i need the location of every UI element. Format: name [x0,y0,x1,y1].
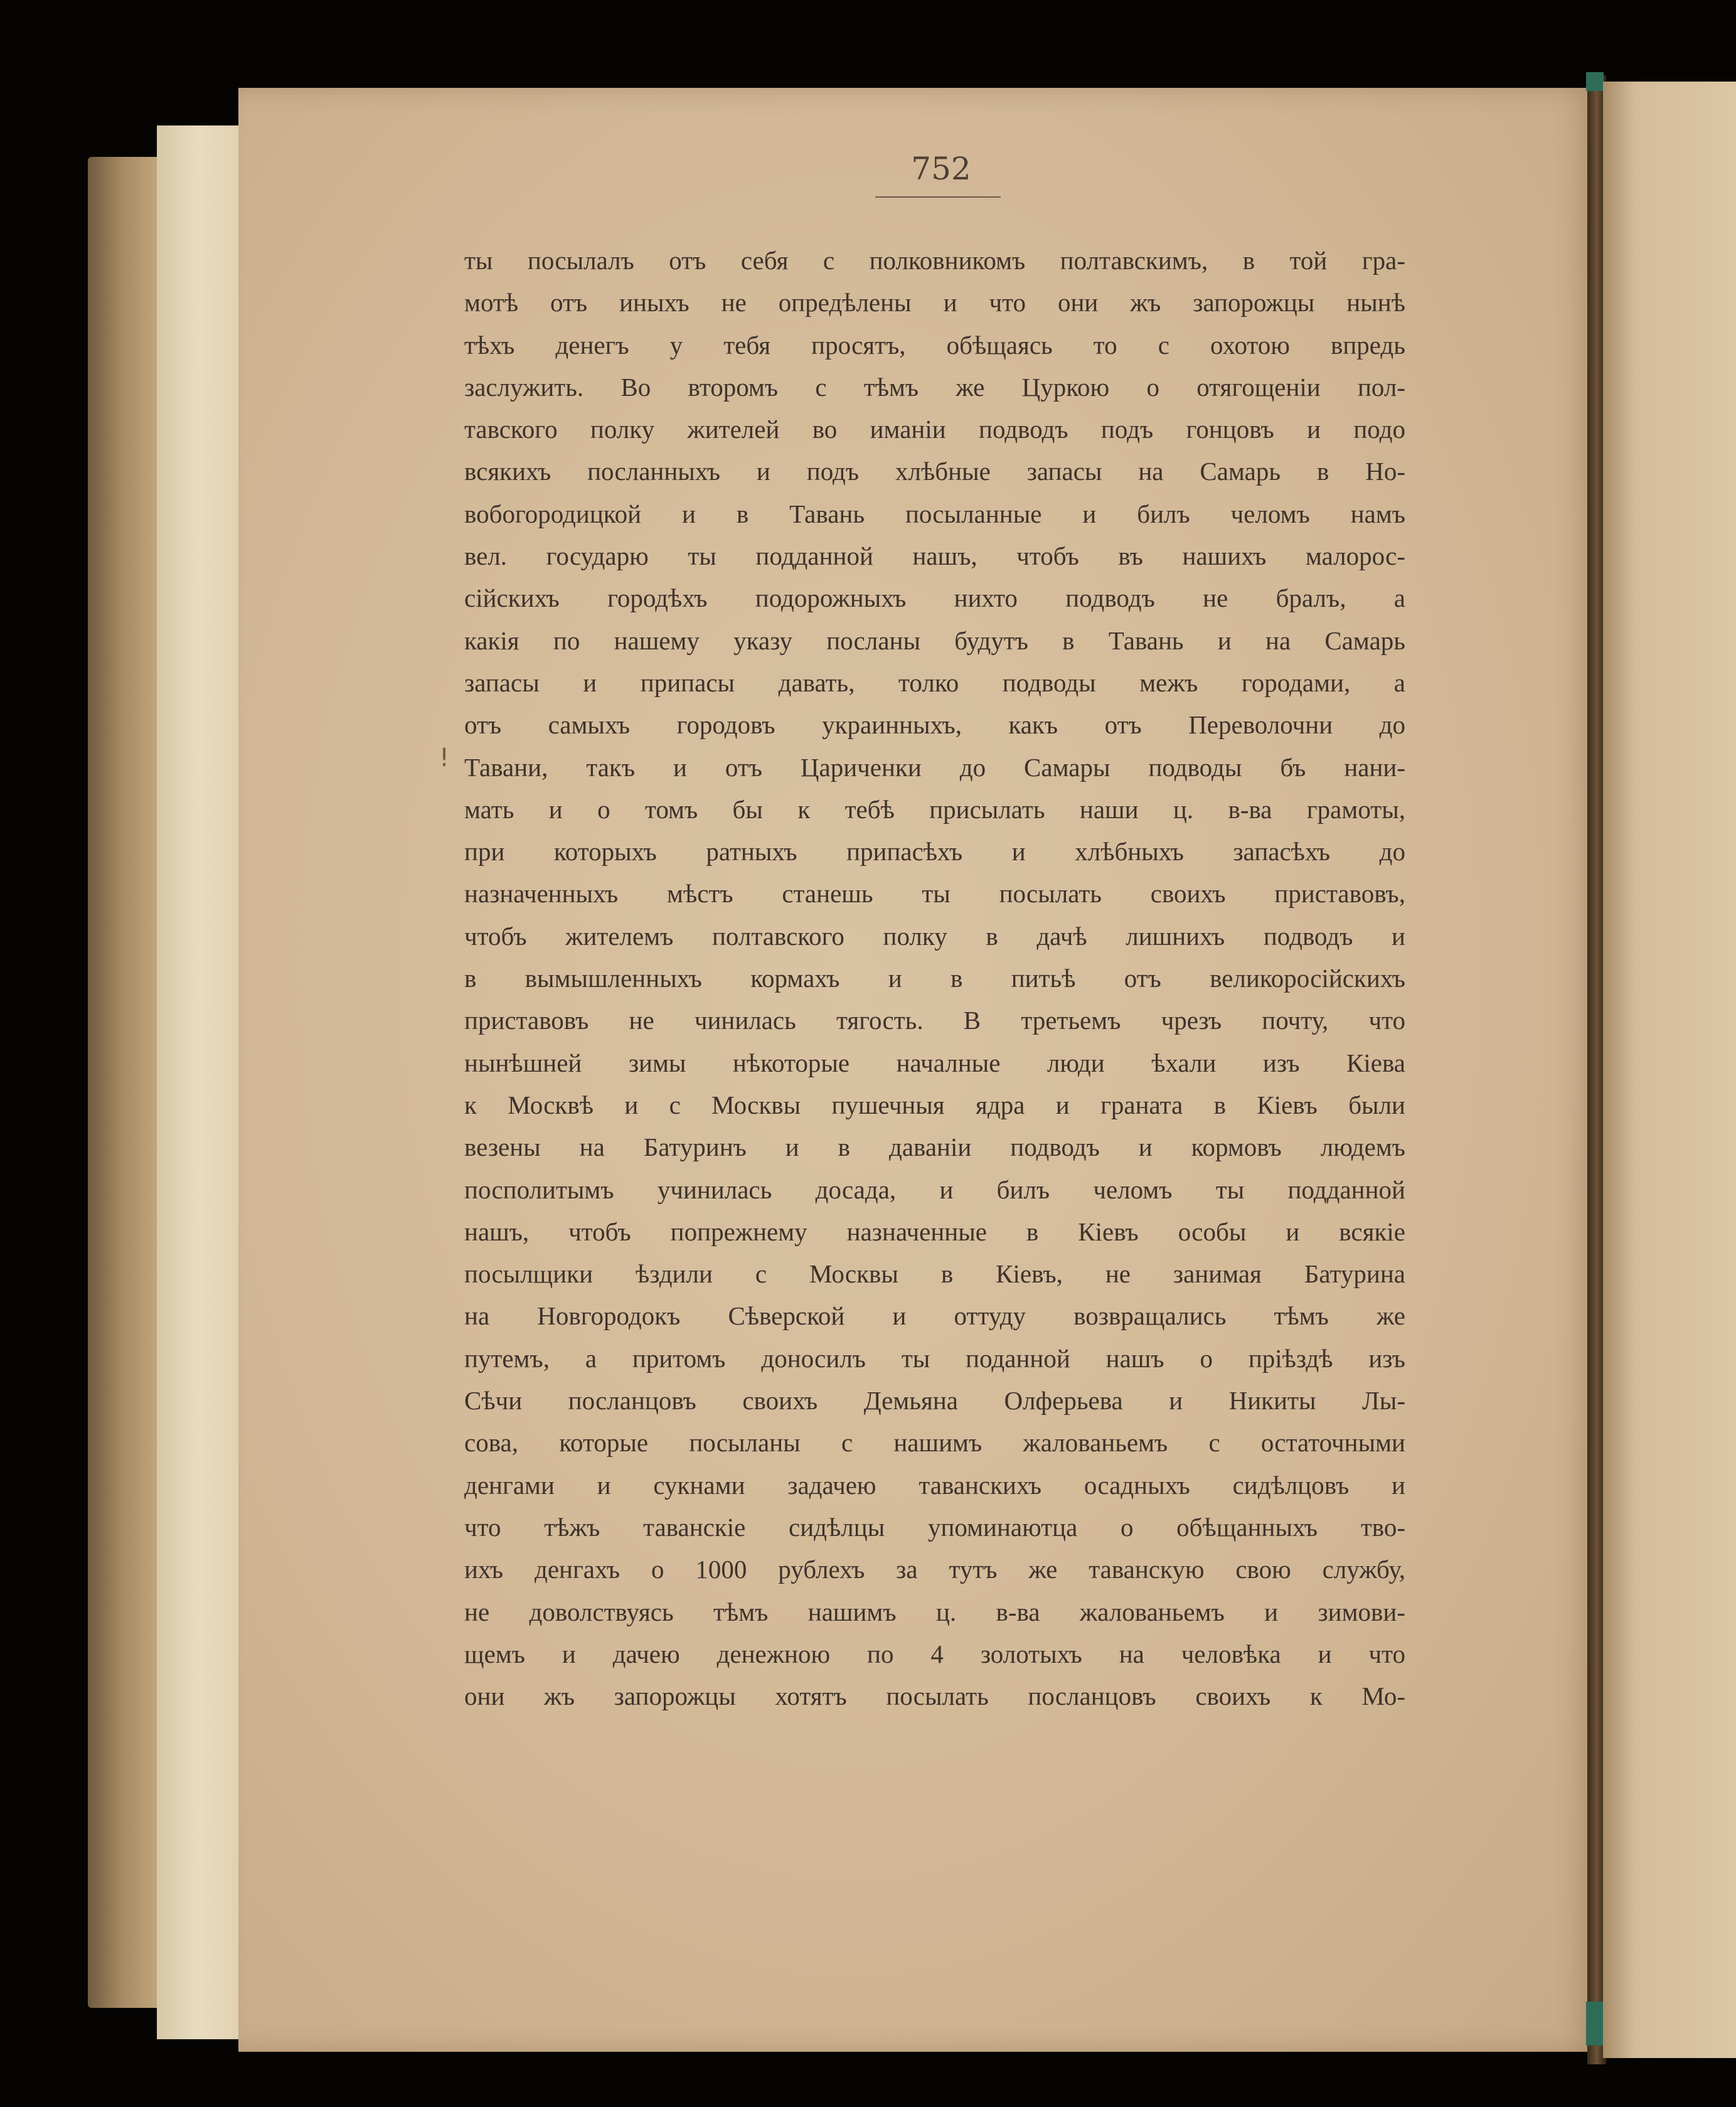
text-line: запасы и припасы давать, толко подводы межъ городами, а [464,668,1405,697]
text-line: ты посылалъ отъ себя с полковникомъ полтавскимъ, в той гра- [464,246,1405,275]
text-line: что тѣжъ таванскіе сидѣлцы упоминаютца о обѣщанныхъ тво- [464,1512,1405,1542]
binding-thread-bottom [1586,2002,1604,2046]
text-line: какія по нашему указу посланы будутъ в Тавань и на Самарь [464,626,1405,655]
binding-thread-top [1586,72,1604,91]
text-line: нашъ, чтобъ попрежнему назначенные в Кіевъ особы и всякіе [464,1217,1405,1246]
text-line: к Москвѣ и с Москвы пушечныя ядра и граната в Кіевъ были [464,1090,1405,1119]
text-line: везены на Батуринъ и в даваніи подводъ и кормовъ людемъ [464,1133,1405,1162]
text-line: тавского полку жителей во иманіи подводъ подъ гонцовъ и подо [464,415,1405,444]
page-number: 752 [911,151,971,187]
text-line: на Новгородокъ Сѣверской и оттуду возвращались тѣмъ же [464,1301,1405,1331]
body-text [464,240,1405,1717]
text-line: сова, которые посыланы с нашимъ жалованьемъ с остаточными [464,1428,1405,1458]
text-line: посполитымъ учинилась досада, и билъ челомъ ты подданной [464,1175,1405,1204]
text-line: они жъ запорожцы хотятъ посылать посланцовъ своихъ к Мо- [464,1682,1405,1711]
facing-page-edge [1603,82,1736,2058]
text-line: при которыхъ ратныхъ припасѣхъ и хлѣбныхъ запасѣхъ до [464,837,1405,867]
text-line: приставовъ не чинилась тягость. В третьемъ чрезъ почту, что [464,1006,1405,1035]
text-line: чтобъ жителемъ полтавского полку в дачѣ лишнихъ подводъ и [464,921,1405,951]
text-line: всякихъ посланныхъ и подъ хлѣбные запасы на Самарь в Но- [464,457,1405,486]
margin-mark: ! [439,744,450,772]
text-line: нынѣшней зимы нѣкоторые началные люди ѣхали изъ Кіева [464,1048,1405,1077]
text-line: мать и о томъ бы к тебѣ присылать наши ц. в-ва грамоты, [464,794,1405,824]
text-line: Тавани, такъ и отъ Цариченки до Самары подводы бъ нани- [464,752,1405,782]
text-line: тѣхъ денегъ у тебя просятъ, обѣщаясь то с охотою впредь [464,330,1405,360]
text-line: путемъ, а притомъ доносилъ ты поданной нашъ о пріѣздѣ изъ [464,1343,1405,1373]
text-line: денгами и сукнами задачею таванскихъ осадныхъ сидѣлцовъ и [464,1470,1405,1500]
text-line: Сѣчи посланцовъ своихъ Демьяна Олферьева и Никиты Лы- [464,1386,1405,1416]
text-line: отъ самыхъ городовъ украинныхъ, какъ отъ Переволочни до [464,710,1405,740]
text-line: не доволствуясь тѣмъ нашимъ ц. в-ва жалованьемъ и зимови- [464,1597,1405,1626]
text-line: в вымышленныхъ кормахъ и в питьѣ отъ великоросійскихъ [464,964,1405,993]
text-line: мотѣ отъ иныхъ не опредѣлены и что они жъ запорожцы нынѣ [464,288,1405,317]
text-line: назначенныхъ мѣстъ станешь ты посылать своихъ приставовъ, [464,879,1405,909]
text-line: сійскихъ городѣхъ подорожныхъ нихто подводъ не бралъ, а [464,584,1405,613]
text-line: заслужить. Во второмъ с тѣмъ же Цуркою о отягощеніи пол- [464,372,1405,402]
text-line: ихъ денгахъ о 1000 рублехъ за тутъ же таванскую свою службу, [464,1555,1405,1584]
text-line: вел. государю ты подданной нашъ, чтобъ въ нашихъ малорос- [464,541,1405,571]
text-line: вобогородицкой и в Тавань посыланные и билъ челомъ намъ [464,499,1405,528]
text-line: щемъ и дачею денежною по 4 золотыхъ на человѣка и что [464,1639,1405,1668]
header-rule [875,196,1001,198]
text-line: посылщики ѣздили с Москвы в Кіевъ, не занимая Батурина [464,1259,1405,1289]
